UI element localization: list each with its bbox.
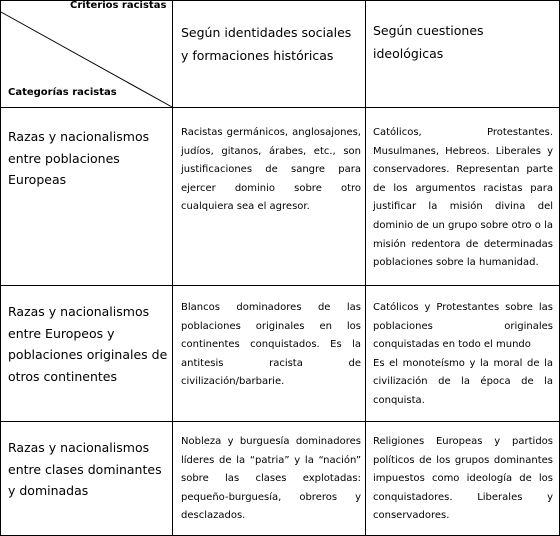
ideological-cell: [373, 299, 553, 411]
row-category: Razas y nacionalismos entre clases dominantes y dominadas: [8, 440, 162, 498]
social-cell: Racistas germánicos, anglosajones, judíos, gitanos, árabes, etc., son justificaciones de sangre para ejercer dominio sobre otro cualquiera sea el agresor.: [181, 127, 361, 213]
column-header-ideological: Según cuestiones ideológicas: [373, 23, 484, 61]
ideological-paragraph: Católicos y Protestantes sobre las poblaciones originales conquistadas en todo el mundo: [373, 302, 553, 351]
row-category: Razas y nacionalismos entre poblaciones Europeas: [8, 129, 150, 187]
ideological-cell: Religiones Europeas y partidos políticos de los grupos dominantes impuestos como ideología de los conquistadores. Liberales y conservadores.: [373, 436, 553, 522]
column-header-social: Según identidades sociales y formaciones históricas: [181, 25, 352, 63]
column-divider: [365, 0, 366, 536]
ideological-cell: Católicos, Protestantes. Musulmanes, Hebreos. Liberales y conservadores. Representan parte de los argumentos racistas para justificar la misión divina del dominio de un grupo sobre otro o la misión redentora de determinadas poblaciones sobre la humanidad.: [373, 127, 553, 269]
corner-bottom-label: Categorías racistas: [8, 87, 117, 98]
row-divider: [0, 285, 560, 286]
corner-top-label: Criterios racistas: [70, 0, 167, 11]
social-cell: Blancos dominadores de las poblaciones originales en los continentes conquistados. Es la antitesis racista de civilización/barbarie.: [181, 302, 361, 388]
social-cell: Nobleza y burguesía dominadores líderes de la “patria” y la “nación” sobre las clases explotadas: pequeño-burguesía, obreros y desclazados.: [181, 436, 361, 522]
row-divider: [0, 421, 560, 422]
row-category: Razas y nacionalismos entre Europeos y poblaciones originales de otros continentes: [8, 304, 168, 384]
ideological-paragraph: Es el monoteísmo y la moral de la civilización de la época de la conquista.: [373, 357, 553, 406]
